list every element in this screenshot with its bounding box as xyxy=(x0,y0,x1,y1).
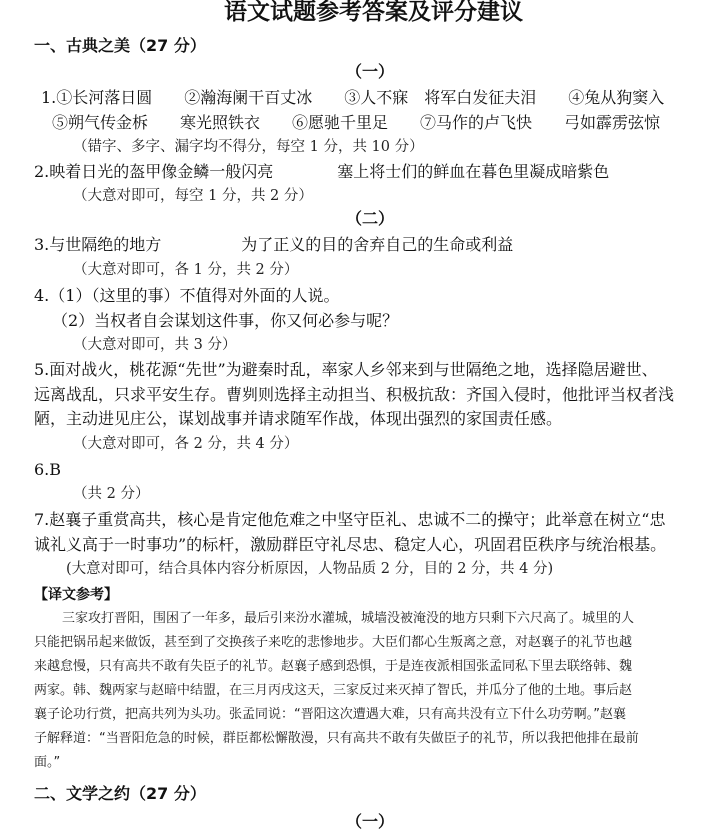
q5-line-2: 远离战乱，只求平安生存。曹刿则选择主动担当、积极抗敌：齐国入侵时，他批评当权者浅 xyxy=(34,385,675,404)
q2-line: 2.映着日光的盔甲像金鳞一般闪亮 塞上将士们的鲜血在暮色里凝成暗紫色 xyxy=(34,162,610,181)
q2-scoring-note: （大意对即可，每空 1 分，共 2 分） xyxy=(73,188,313,204)
q1-line-1: 1.①长河落日圆 ②瀚海阑干百丈冰 ③人不寐 将军白发征夫泪 ④兔从狗窦入 xyxy=(41,88,665,107)
q1-line-2: ⑤朔气传金柝 寒光照铁衣 ⑥愿驰千里足 ⑦马作的卢飞快 弓如霹雳弦惊 xyxy=(52,113,661,132)
page-title: 语文试题参考答案及评分建议 xyxy=(224,0,523,25)
q5-scoring-note: （大意对即可，各 2 分，共 4 分） xyxy=(73,436,299,452)
q4-line-1: 4.（1）（这里的事）不值得对外面的人说。 xyxy=(34,286,340,305)
q1-scoring-note: （错字、多字、漏字均不得分，每空 1 分，共 10 分） xyxy=(73,139,424,155)
q7-line-1: 7.赵襄子重赏高共，核心是肯定他危难之中坚守臣礼、忠诚不二的操守；此举意在树立“忠 xyxy=(34,510,666,529)
q5-line-3: 陋，主动进见庄公，谋划战事并请求随军作战，体现出强烈的家国责任感。 xyxy=(34,409,563,428)
q5-line-1: 5.面对战火，桃花源“先世”为避秦时乱，率家人乡邻来到与世隔绝之地，选择隐居避世、 xyxy=(34,360,658,379)
part-heading-1: （一） xyxy=(346,62,395,81)
section-heading-classical: 一、古典之美（27 分） xyxy=(34,36,206,55)
translation-label: 【译文参考】 xyxy=(34,587,118,603)
q3-line: 3.与世隔绝的地方 为了正义的目的舍弃自己的生命或利益 xyxy=(34,235,514,254)
q7-line-2: 诚礼义高于一时事功”的标杆，激励群臣守礼尽忠、稳定人心，巩固君臣秩序与统治根基。 xyxy=(34,535,667,554)
q4-scoring-note: （大意对即可，共 3 分） xyxy=(73,337,237,353)
q4-line-2: （2）当权者自会谋划这件事，你又何必参与呢？ xyxy=(52,311,399,330)
translation-line: 襄子论功行赏，把高共列为头功。张孟同说：“晋阳这次遭遇大难，只有高共没有立下什么功劳啊。”赵襄 xyxy=(34,707,626,722)
translation-line: 只能把锅吊起来做饭，甚至到了交换孩子来吃的悲惨地步。大臣们都心生叛离之意，对赵襄子的礼节也越 xyxy=(34,635,633,650)
translation-line: 三家攻打晋阳，围困了一年多，最后引来汾水灌城，城墙没被淹没的地方只剩下六尺高了。城里的人 xyxy=(62,611,635,626)
section-heading-literature: 二、文学之约（27 分） xyxy=(34,784,206,803)
q7-scoring-note: (大意对即可，结合具体内容分析原因，人物品质 2 分，目的 2 分，共 4 分) xyxy=(66,561,554,577)
translation-line: 来越怠慢，只有高共不敢有失臣子的礼节。赵襄子感到恐惧，于是连夜派相国张孟同私下里去联络韩、魏 xyxy=(34,659,633,674)
translation-line: 面。” xyxy=(34,755,61,770)
q6-scoring-note: （共 2 分） xyxy=(73,486,150,502)
part-heading-3: （一） xyxy=(346,812,395,831)
part-heading-2: （二） xyxy=(346,209,395,228)
translation-line: 两家。韩、魏两家与赵暗中结盟，在三月丙戌这天，三家反过来灭掉了智氏，并瓜分了他的土地。事后赵 xyxy=(34,683,633,698)
q3-scoring-note: （大意对即可，各 1 分，共 2 分） xyxy=(73,262,299,278)
q6-line: 6.B xyxy=(34,460,62,479)
translation-line: 子解释道：“当晋阳危急的时候，群臣都松懈散漫，只有高共不敢有失做臣子的礼节，所以我把他排在最前 xyxy=(34,731,639,746)
